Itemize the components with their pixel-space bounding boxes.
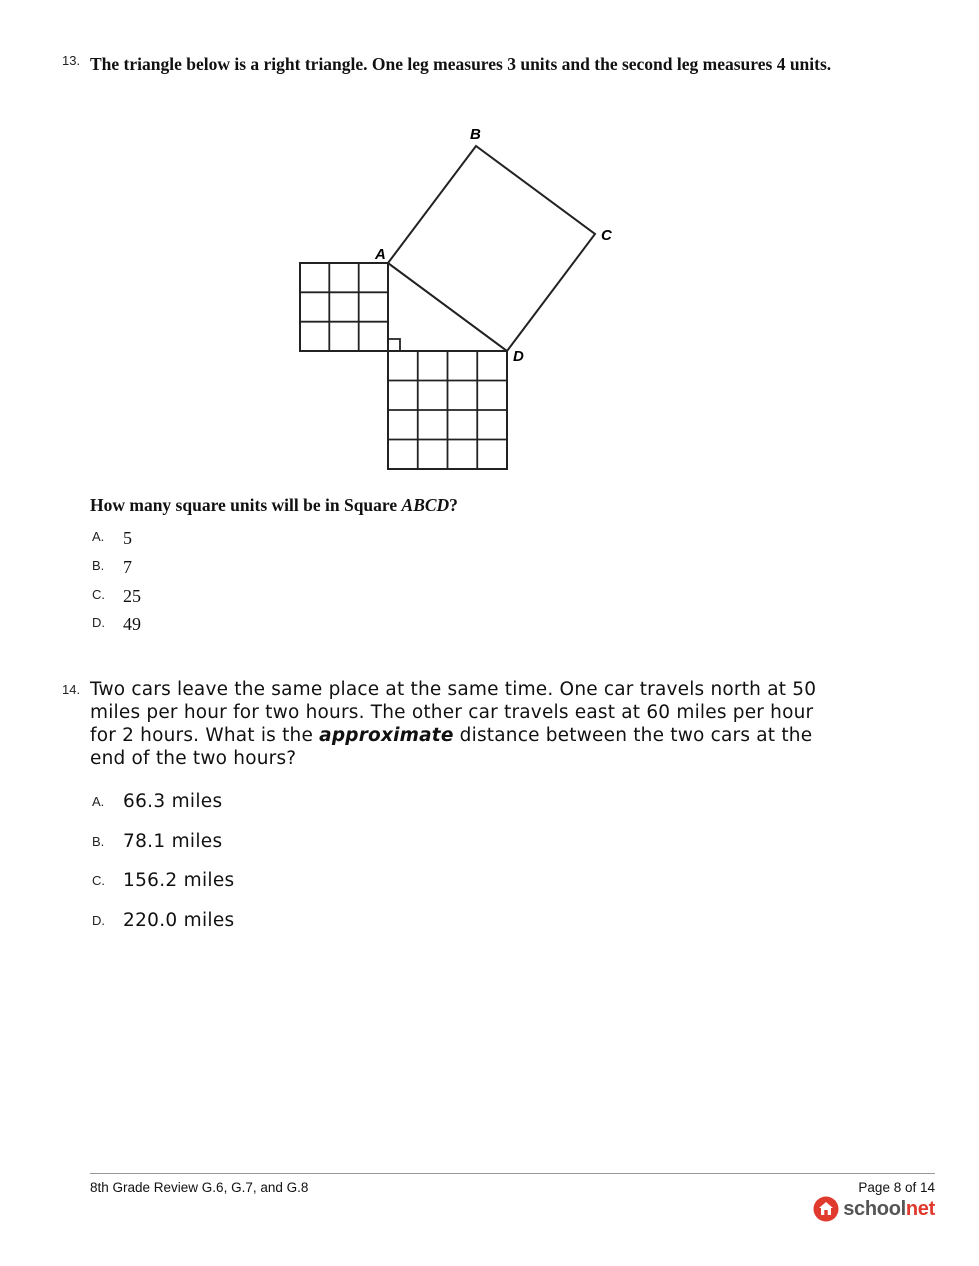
choice-text: 156.2 miles — [123, 870, 235, 891]
vertex-label-a: A — [375, 246, 386, 263]
vertex-label-b: B — [470, 126, 481, 143]
home-icon — [813, 1196, 839, 1222]
prompt-square-name: ABCD — [401, 495, 450, 515]
choice-letter: C. — [92, 587, 105, 602]
question-14-number: 14. — [62, 682, 81, 697]
choice-text: 5 — [123, 528, 132, 548]
footer-title: 8th Grade Review G.6, G.7, and G.8 — [90, 1180, 309, 1195]
logo-net: net — [905, 1197, 935, 1220]
vertex-label-d: D — [513, 348, 524, 365]
question-13-number: 13. — [62, 53, 81, 68]
vertex-label-c: C — [601, 227, 612, 244]
stem-emphasis: approximate — [319, 725, 454, 746]
stem-part-1: Two cars leave the same place at the same time. One car travels north at 50 miles per hour for two hours. The other car travels east at 60 miles per hour for 2 hours. What is the — [90, 679, 817, 746]
question-13-stem: The triangle below is a right triangle. One leg measures 3 units and the second leg measures 4 units. — [90, 54, 832, 74]
choice-text: 78.1 miles — [123, 831, 223, 852]
choice-letter: C. — [92, 873, 105, 888]
choice-letter: B. — [92, 834, 105, 849]
question-13-prompt — [90, 494, 840, 516]
choice-text: 25 — [123, 586, 141, 606]
leg-square-3 — [300, 263, 388, 351]
logo-school: school — [843, 1197, 906, 1220]
choice-letter: D. — [92, 615, 105, 630]
choice-letter: B. — [92, 558, 105, 573]
prompt-prefix: How many square units will be in Square — [90, 495, 402, 515]
logo-wordmark — [843, 1198, 935, 1221]
prompt-suffix: ? — [449, 495, 458, 515]
question-14-stem — [90, 678, 840, 770]
choice-text: 49 — [123, 614, 141, 634]
choice-letter: D. — [92, 913, 105, 928]
schoolnet-logo — [813, 1196, 935, 1222]
choice-letter: A. — [92, 794, 105, 809]
square-abcd — [388, 146, 595, 351]
choice-text: 220.0 miles — [123, 910, 235, 931]
choice-text: 7 — [123, 557, 132, 577]
choice-letter: A. — [92, 529, 105, 544]
choice-text: 66.3 miles — [123, 791, 223, 812]
footer-divider — [90, 1173, 935, 1174]
stem-part-2: distance between the two cars at the end of the two hours? — [90, 725, 813, 769]
footer-page-number: Page 8 of 14 — [858, 1180, 935, 1195]
right-angle-marker — [388, 339, 400, 351]
